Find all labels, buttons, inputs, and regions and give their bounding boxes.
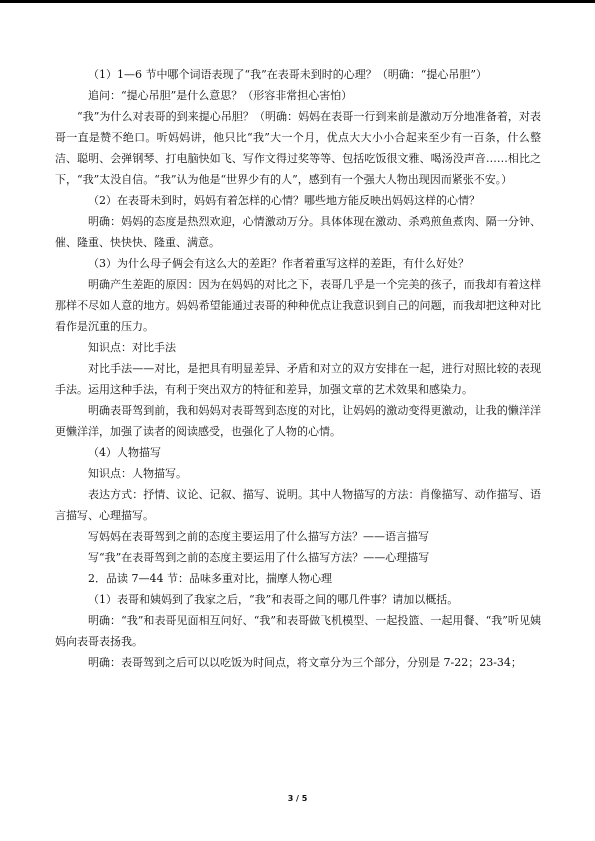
paragraph: 明确表哥驾到前，我和妈妈对表哥驾到态度的对比，让妈妈的激动变得更激动，让我的懒洋洋更懒洋洋，加强了读者的阅读感受，也强化了人物的心情。 [55, 404, 541, 438]
paragraph: （3）为什么母子俩会有这么大的差距？作者着重写这样的差距，有什么好处？ [88, 257, 469, 270]
paragraph: （1）1—6 节中哪个词语表现了“我”在表哥未到时的心理？（明确：“提心吊胆”） [88, 68, 487, 81]
paragraph: 明确：妈妈的态度是热烈欢迎，心情激动万分。具体体现在激动、杀鸡煎鱼煮肉、隔一分钟、催、隆重、快快快、隆重、满意。 [55, 215, 541, 249]
page-number: 3 / 5 [287, 794, 308, 803]
document-body [55, 64, 541, 673]
paragraph: 对比手法——对比，是把具有明显差异、矛盾和对立的双方安排在一起，进行对照比较的表现手法。运用这种手法，有利于突出双方的特征和差异，加强文章的艺术效果和感染力。 [55, 362, 541, 396]
paragraph: 知识点：人物描写。 [88, 467, 187, 480]
paragraph: 明确：表哥驾到之后可以以吃饭为时间点，将文章分为三个部分，分别是 7-22；23-34； [88, 656, 522, 669]
paragraph: 知识点：对比手法 [88, 341, 176, 354]
paragraph: 写“我”在表哥驾到之前的态度主要运用了什么描写方法？——心理描写 [88, 551, 430, 564]
paragraph: 2．品读 7—44 节：品味多重对比，揣摩人物心理 [88, 572, 332, 585]
top-border-line [0, 0, 595, 3]
paragraph: 写妈妈在表哥驾到之前的态度主要运用了什么描写方法？——语言描写 [88, 530, 429, 543]
paragraph: 明确：“我”和表哥见面相互问好、“我”和表哥做飞机模型、一起投篮、一起用餐、“我”听见姨妈向表哥表扬我。 [55, 614, 541, 648]
paragraph: （4）人物描写 [88, 446, 161, 459]
paragraph: （1）表哥和姨妈到了我家之后，“我”和表哥之间的哪几件事？请加以概括。 [88, 593, 459, 606]
paragraph: 明确产生差距的原因：因为在妈妈的对比之下，表哥几乎是一个完美的孩子，而我却有着这样那样不尽如人意的地方。妈妈希望能通过表哥的种种优点让我意识到自己的问题，而我却把这种对比看作是沉重的压力。 [55, 278, 541, 333]
paragraph: 追问：“提心吊胆”是什么意思？（形容非常担心害怕） [88, 89, 353, 102]
paragraph: （2）在表哥未到时，妈妈有着怎样的心情？哪些地方能反映出妈妈这样的心情？ [88, 194, 480, 207]
paragraph: 表达方式：抒情、议论、记叙、描写、说明。其中人物描写的方法：肖像描写、动作描写、语言描写、心理描写。 [55, 488, 541, 522]
paragraph: “我”为什么对表哥的到来提心吊胆？（明确：妈妈在表哥一行到来前是激动万分地准备着，对表哥一直是赞不绝口。听妈妈讲，他只比“我”大一个月，优点大大小小合起来至少有一百条，什么整洁、聪明、会弹钢琴、打电脑快如飞、写作文得过奖等等、包括吃饭很文雅、喝汤没声音……相比之下，“我”太没自信。“我”认为他是“世界少有的人”，感到有一个强大人物出现因而紧张不安。） [55, 110, 541, 186]
